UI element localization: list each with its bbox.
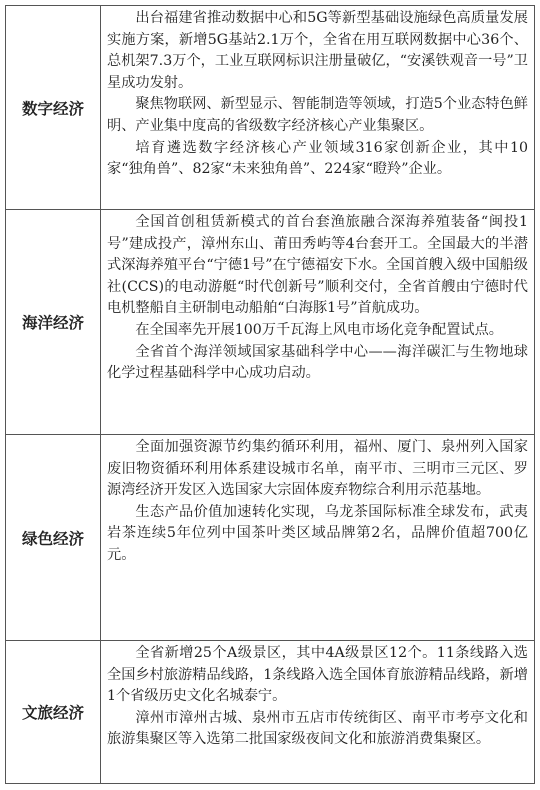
paragraph: 聚焦物联网、新型显示、智能制造等领域，打造5个业态特色鲜明、产业集中度高的省级数字经济核心产业集聚区。 — [107, 96, 528, 134]
paragraph: 培育遴选数字经济核心产业领域316家创新企业，其中10家“独角兽”、82家“未来独角兽”、224家“瞪羚”企业。 — [107, 139, 528, 178]
paragraph: 漳州市漳州古城、泉州市五店市传统街区、南平市考亭文化和旅游集聚区等入选第二批国家级夜间文化和旅游消费集聚区。 — [107, 709, 528, 748]
row-content — [101, 641, 534, 783]
row-label: 绿色经济 — [6, 435, 101, 640]
paragraph: 全省首个海洋领域国家基础科学中心——海洋碳汇与生物地球化学过程基础科学中心成功启动。 — [107, 343, 528, 382]
table-row-digital-economy — [6, 6, 534, 210]
table-row-marine-economy — [6, 210, 534, 435]
paragraph: 全省新增25个A级景区，其中4A级景区12个。11条线路入选全国乡村旅游精品线路，1条线路入选全国体育旅游精品线路，新增1个省级历史文化名城泰宁。 — [107, 645, 528, 705]
table-row-culture-tourism-economy — [6, 641, 534, 783]
paragraph: 出台福建省推动数据中心和5G等新型基础设施绿色高质量发展实施方案，新增5G基站2.1万个，全省在用互联网数据中心36个、总机架7.3万个，工业互联网标识注册量破亿，“安溪铁观音一号”卫星成功发射。 — [107, 10, 528, 91]
info-table — [5, 5, 535, 784]
row-label: 海洋经济 — [6, 210, 101, 434]
row-label: 文旅经济 — [6, 641, 101, 783]
paragraph: 生态产品价值加速转化实现，乌龙茶国际标准全球发布，武夷岩茶连续5年位列中国茶叶类区域品牌第2名，品牌价值超700亿元。 — [107, 503, 528, 563]
table-row-green-economy — [6, 435, 534, 641]
row-content — [101, 210, 534, 434]
paragraph: 全国首创租赁新模式的首台套渔旅融合深海养殖装备“闽投1号”建成投产，漳州东山、莆田秀屿等4台套开工。全国最大的半潜式深海养殖平台“宁德1号”在宁德福安下水。全国首艘入级中国船级社(CCS)的电动游艇“时代创新号”顺利交付，全省首艘由宁德时代电机整船自主研制电动船舶“白海豚1号”首航成功。 — [107, 214, 528, 317]
row-content — [101, 435, 534, 640]
paragraph: 在全国率先开展100万千瓦海上风电市场化竞争配置试点。 — [135, 321, 503, 338]
row-content — [101, 6, 534, 209]
row-label: 数字经济 — [6, 6, 101, 209]
paragraph: 全面加强资源节约集约循环利用，福州、厦门、泉州列入国家废旧物资循环利用体系建设城市名单，南平市、三明市三元区、罗源湾经济开发区入选国家大宗固体废弃物综合利用示范基地。 — [107, 439, 528, 499]
